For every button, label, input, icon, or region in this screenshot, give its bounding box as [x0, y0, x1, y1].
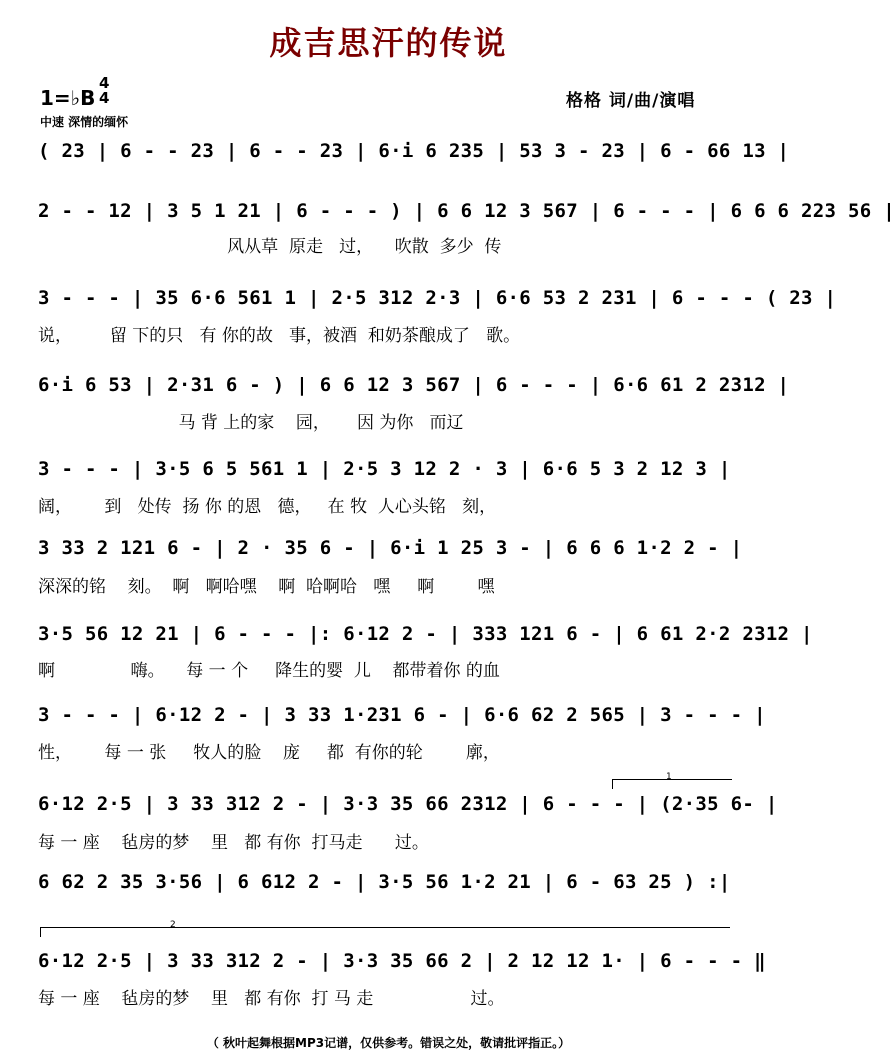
score-line-4-music: 6·i 6 53 | 2·31 6 - ) | 6 6 12 3 567 | 6 - - - | 6·6 61 2 2312 |: [38, 374, 790, 396]
time-signature: [99, 76, 109, 106]
time-signature-top: 4: [99, 74, 110, 92]
score-line-7-music: 3·5 56 12 21 | 6 - - - |: 6·12 2 - | 333 121 6 - | 6 61 2·2 2312 |: [38, 623, 813, 645]
volta-2-bracket: [40, 927, 730, 928]
volta-2-hook: [40, 927, 41, 937]
score-line-2-lyrics: 风从草 原走 过， 吹散 多少 传: [38, 237, 502, 257]
volta-1-number: 1: [666, 772, 672, 782]
volta-1-bracket: [612, 779, 732, 780]
score-line-5-music: 3 - - - | 3·5 6 5 561 1 | 2·5 3 12 2 · 3 | 6·6 5 3 2 12 3 |: [38, 458, 731, 480]
tempo-marking: 中速 深情的缅怀: [40, 115, 129, 129]
score-line-4-lyrics: 马 背 上的家 园， 因 为你 而辽: [38, 413, 464, 433]
score-line-10-music: 6 62 2 35 3·56 | 6 612 2 - | 3·5 56 1·2 21 | 6 - 63 25 ) :|: [38, 871, 731, 893]
score-line-11-lyrics: 每 一 座 毡房的梦 里 都 有你 打 马 走 过。: [38, 989, 505, 1009]
score-line-9-music: 6·12 2·5 | 3 33 312 2 - | 3·3 35 66 2312 | 6 - - - | (2·35 6- |: [38, 793, 778, 815]
score-line-3-lyrics: 说， 留 下的只 有 你的故 事，被酒 和奶茶酿成了 歌。: [38, 326, 521, 346]
score-line-9-lyrics: 每 一 座 毡房的梦 里 都 有你 打马走 过。: [38, 833, 429, 853]
score-line-8-lyrics: 性， 每 一 张 牧人的脸 庞 都 有你的轮 廓，: [38, 743, 500, 763]
score-line-2-music: 2 - - 12 | 3 5 1 21 | 6 - - - ) | 6 6 12 3 567 | 6 - - - | 6 6 6 223 56 |: [38, 200, 895, 222]
score-line-8-music: 3 - - - | 6·12 2 - | 3 33 1·231 6 - | 6·6 62 2 565 | 3 - - - |: [38, 704, 766, 726]
footer-note: （ 秋叶起舞根据MP3记谱，仅供参考。错误之处，敬请批评指正。）: [206, 1036, 571, 1050]
time-signature-bottom: 4: [99, 89, 110, 107]
score-line-7-lyrics: 啊 嗨。 每 一 个 降生的婴 儿 都带着你 的血: [38, 661, 500, 681]
volta-1-hook: [612, 779, 613, 789]
score-line-11-music: 6·12 2·5 | 3 33 312 2 - | 3·3 35 66 2 | 2 12 12 1· | 6 - - - ‖: [38, 950, 766, 972]
score-line-5-lyrics: 阔， 到 处传 扬 你 的恩 德， 在 牧 人心头铭 刻，: [38, 497, 497, 517]
score-line-1-music: ( 23 | 6 - - 23 | 6 - - 23 | 6·i 6 235 | 53 3 - 23 | 6 - 66 13 |: [38, 140, 790, 162]
key-signature: 1=♭B: [40, 86, 96, 110]
volta-2-number: 2: [170, 920, 176, 930]
song-title: 成吉思汗的传说: [269, 24, 508, 62]
score-line-3-music: 3 - - - | 35 6·6 561 1 | 2·5 312 2·3 | 6·6 53 2 231 | 6 - - - ( 23 |: [38, 287, 837, 309]
score-line-1-lyrics: [38, 168, 746, 194]
score-line-6-music: 3 33 2 121 6 - | 2 · 35 6 - | 6·i 1 25 3 - | 6 6 6 1·2 2 - |: [38, 537, 743, 559]
score-line-6-lyrics: 深深的铭 刻。 啊 啊哈嘿 啊 哈啊哈 嘿 啊 嘿: [38, 577, 495, 597]
credits: 格格 词/曲/演唱: [566, 91, 696, 111]
